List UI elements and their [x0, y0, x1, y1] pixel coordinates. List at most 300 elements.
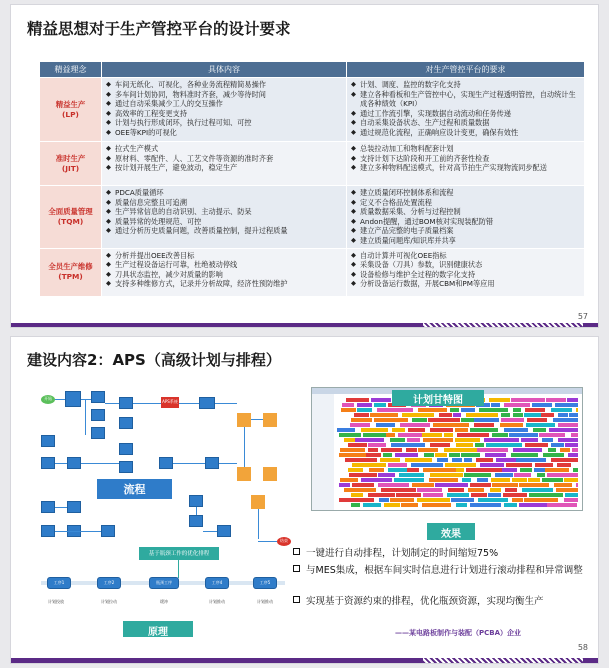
gantt-bar	[539, 433, 565, 437]
gantt-bar	[377, 408, 412, 412]
gantt-bar	[412, 483, 434, 487]
gantt-bar	[572, 448, 578, 452]
gantt-bar	[456, 443, 474, 447]
gantt-bar	[423, 493, 443, 497]
principle-diagram	[41, 545, 287, 657]
gantt-bar	[368, 493, 395, 497]
gantt-bar	[534, 468, 545, 472]
gantt-bar	[551, 443, 563, 447]
header-lean-concept: 精益理念	[40, 62, 102, 78]
gantt-bar	[529, 493, 563, 497]
gantt-bar	[466, 468, 502, 472]
gantt-bar	[461, 418, 474, 422]
requirements-cell	[347, 248, 585, 296]
bullet-item: ◆ 车间无纸化、可视化，各种业务流程精简易操作	[106, 80, 342, 90]
gantt-bar	[555, 403, 578, 407]
gantt-bar	[547, 473, 578, 477]
page-number: 58	[577, 643, 588, 652]
gantt-label: 计划甘特图	[413, 395, 463, 406]
gantt-bar	[381, 488, 416, 492]
gantt-bar	[399, 473, 423, 477]
gantt-bar	[408, 428, 425, 432]
gantt-bar	[564, 498, 578, 502]
bullet-item: ◆ 分析并提出OEE改善目标	[106, 251, 342, 261]
gantt-bar	[357, 408, 373, 412]
bullet-item: ◆ 建立质量闭环控制体系和流程	[351, 188, 580, 198]
gantt-bar	[543, 453, 564, 457]
bullet-item: ◆ 定义不合格品处置流程	[351, 198, 580, 208]
bullet-item: ◆ 通过分析历史质量问题，改善质量控制，提升过程质量	[106, 226, 342, 236]
table-row	[40, 78, 585, 142]
gantt-bar	[525, 408, 545, 412]
gantt-bar	[564, 478, 578, 482]
gantt-bar	[424, 453, 435, 457]
gantt-bar	[412, 418, 428, 422]
gantt-bar	[354, 413, 369, 417]
gantt-bar	[556, 488, 578, 492]
principle-caption: 计划投放	[48, 599, 64, 604]
gantt-bar	[339, 483, 350, 487]
gantt-bar	[430, 473, 463, 477]
bullet-item: ◆ 多车间计划协同，物料准时齐套，减少等待时间	[106, 90, 342, 100]
gantt-bar	[548, 448, 557, 452]
gantt-bar	[390, 438, 406, 442]
gantt-bar	[453, 413, 462, 417]
page-number: 57	[577, 312, 588, 321]
gantt-bar	[519, 483, 549, 487]
principle-top-label: 基于瓶颈工作的优化排程	[148, 551, 210, 557]
bullet-item: ◆ 刀具状态监控，减少对质量的影响	[106, 270, 342, 280]
gantt-bar	[386, 433, 396, 437]
gantt-bar	[558, 423, 578, 427]
gantt-bar	[339, 498, 374, 502]
gantt-bar	[526, 423, 555, 427]
bullet-item: ◆ OEE等KPI的可视化	[106, 128, 342, 138]
bullet-item: ◆ PDCA质量循环	[106, 188, 342, 198]
gantt-bar	[435, 483, 468, 487]
gantt-bar	[371, 398, 391, 402]
gantt-bar	[340, 478, 358, 482]
bullet-item: ◆ 设备检修与维护全过程的数字化支持	[351, 270, 580, 280]
gantt-bar	[560, 448, 570, 452]
gantt-bar	[355, 438, 383, 442]
gantt-bar	[545, 468, 569, 472]
gantt-bar	[486, 443, 521, 447]
gantt-bar	[461, 453, 481, 457]
gantt-bar	[456, 503, 468, 507]
content-cell	[102, 186, 347, 249]
slide-title: 精益思想对于生产管控平台的设计要求	[27, 20, 291, 38]
gantt-bar	[407, 468, 419, 472]
gantt-bar	[418, 408, 447, 412]
gantt-bar	[374, 403, 386, 407]
gantt-bar	[527, 418, 547, 422]
gantt-bar	[363, 503, 381, 507]
gantt-bar	[488, 493, 501, 497]
bullet-item: ◆ 原材料、零配件、人、工艺文件等资源的准时齐套	[106, 154, 342, 164]
bullet-item: ◆ 质量数据采集、分析与过程控制	[351, 207, 580, 217]
flow-node-aps: APS系统	[162, 399, 178, 404]
gantt-bar	[505, 488, 517, 492]
gantt-bar	[551, 408, 572, 412]
gantt-bar	[341, 408, 356, 412]
effect-label: 效果	[441, 529, 461, 540]
principle-label: 原理	[148, 627, 168, 638]
gantt-bar	[366, 453, 381, 457]
gantt-bar	[567, 398, 578, 402]
flow-label: 流程	[123, 483, 146, 496]
gantt-bar	[396, 493, 421, 497]
gantt-bar	[513, 448, 542, 452]
gantt-bar	[576, 408, 578, 412]
gantt-bar	[337, 428, 355, 432]
gantt-bar	[478, 498, 507, 502]
gantt-bar	[557, 463, 572, 467]
gantt-bar	[506, 463, 532, 467]
gantt-bar	[452, 458, 462, 462]
gantt-bar	[511, 398, 545, 402]
gantt-bar	[411, 463, 443, 467]
gantt-bar	[444, 448, 476, 452]
table-row	[40, 248, 585, 296]
gantt-bar	[340, 448, 364, 452]
footer-hatch	[423, 658, 583, 663]
bullet-square-icon	[293, 596, 300, 603]
gantt-bar	[520, 468, 531, 472]
gantt-bar	[430, 443, 450, 447]
gantt-bar	[568, 453, 578, 457]
gantt-bar	[344, 488, 376, 492]
bullet-square-icon	[293, 548, 300, 555]
gantt-bar	[444, 433, 453, 437]
gantt-bar	[484, 438, 519, 442]
gantt-bar	[466, 413, 498, 417]
header-content: 具体内容	[102, 62, 347, 78]
gantt-bar	[391, 443, 425, 447]
principle-caption: 缓冲	[160, 599, 168, 604]
gantt-bar	[464, 473, 491, 477]
gantt-bar	[503, 493, 528, 497]
bullet-item: ◆ 质量信息完整且可追溯	[106, 198, 342, 208]
bullet-item: ◆ 自动计算并可视化OEE指标	[351, 251, 580, 261]
requirements-cell	[347, 142, 585, 186]
gantt-bar	[394, 478, 425, 482]
slide-title: 建设内容2：APS（高级计划与排程）	[27, 351, 281, 369]
gantt-bar	[448, 488, 463, 492]
gantt-bar	[395, 453, 418, 457]
gantt-bar	[449, 453, 460, 457]
bullet-item: ◆ 支持计划下达阶段和开工前的齐套性检查	[351, 154, 580, 164]
gantt-bar	[351, 418, 372, 422]
gantt-bar	[455, 428, 468, 432]
gantt-bar	[352, 483, 374, 487]
gantt-bar	[558, 413, 568, 417]
header-requirements: 对生产管控平台的要求	[347, 62, 585, 78]
gantt-bar	[376, 423, 396, 427]
bullet-item: ◆ 生产过程设备运行可靠，杜绝被动停线	[106, 260, 342, 270]
gantt-bar	[433, 423, 469, 427]
gantt-bar	[477, 478, 488, 482]
effect-bullet-3: 实现基于资源约束的排程，优化瓶颈资源，实现均衡生产	[293, 595, 593, 608]
gantt-bar	[402, 413, 434, 417]
lean-concept-cell: 准时生产 (JIT)	[40, 142, 102, 186]
gantt-bar	[519, 503, 547, 507]
gantt-bar	[378, 473, 395, 477]
gantt-bar	[361, 428, 387, 432]
gantt-bar	[383, 453, 393, 457]
gantt-bar	[491, 478, 510, 482]
bullet-item: ◆ 拉式生产模式	[106, 144, 342, 154]
gantt-bar	[381, 448, 402, 452]
gantt-bar	[455, 438, 479, 442]
bullet-item: ◆ 按计划开展生产，避免波动，稳定生产	[106, 163, 342, 173]
gantt-bar	[423, 468, 455, 472]
bullet-item: ◆ 计划与执行形成闭环，执行过程可知、可控	[106, 118, 342, 128]
table-row	[40, 186, 585, 249]
gantt-bar	[489, 398, 511, 402]
gantt-bar	[542, 438, 553, 442]
gantt-bar	[388, 468, 407, 472]
gantt-bar	[429, 478, 458, 482]
principle-node-bottleneck: 瓶颈工序	[156, 580, 172, 585]
principle-caption: 计划拉动	[101, 599, 117, 604]
bullet-item: ◆ 计划、调度、监控的数字化支持	[351, 80, 580, 90]
gantt-bar	[435, 453, 447, 457]
gantt-bar	[522, 488, 553, 492]
gantt-bar	[535, 463, 554, 467]
gantt-bar	[511, 453, 538, 457]
requirements-cell	[347, 186, 585, 249]
gantt-bar	[457, 433, 489, 437]
gantt-bar	[401, 503, 417, 507]
gantt-bar	[461, 408, 475, 412]
gantt-bar	[445, 463, 475, 467]
gantt-bar	[345, 458, 377, 462]
principle-caption: 计划推动	[209, 599, 225, 604]
lean-concept-cell: 全面质量管理 (TQM)	[40, 186, 102, 249]
gantt-bar	[339, 453, 366, 457]
gantt-bar	[558, 438, 578, 442]
gantt-bar	[388, 463, 407, 467]
gantt-bar	[471, 493, 487, 497]
gantt-bar	[541, 413, 554, 417]
gantt-bar	[348, 468, 363, 472]
gantt-bar	[551, 458, 578, 462]
gantt-bar	[344, 438, 354, 442]
bullet-item: ◆ 采集设备（刀具）参数，识别健康状态	[351, 260, 580, 270]
gantt-bar	[368, 448, 379, 452]
gantt-bar	[565, 443, 578, 447]
gantt-bar	[361, 478, 392, 482]
gantt-bar	[524, 498, 558, 502]
gantt-bar	[346, 398, 370, 402]
gantt-bar	[406, 448, 417, 452]
gantt-bar	[450, 408, 459, 412]
gantt-bar	[490, 488, 501, 492]
effect-bullet-2: 与MES集成，根据车间实时信息进行计划进行滚动排程和异常调整	[293, 564, 593, 577]
gantt-bar	[474, 423, 494, 427]
bullet-item: ◆ 建立质量问题库/知识库并共享	[351, 236, 580, 246]
gantt-bar	[480, 463, 504, 467]
gantt-bar	[456, 468, 465, 472]
gantt-bar	[378, 483, 410, 487]
gantt-bar	[542, 478, 564, 482]
gantt-bar	[422, 503, 452, 507]
gantt-bar	[392, 428, 405, 432]
gantt-bar	[470, 503, 500, 507]
bullet-item: ◆ 通过自动采集减少工人的交互操作	[106, 99, 342, 109]
gantt-bar	[418, 448, 438, 452]
gantt-bar	[525, 443, 548, 447]
gantt-bar	[357, 403, 372, 407]
gantt-bar	[351, 493, 363, 497]
gantt-bar	[500, 423, 524, 427]
footer-hatch	[423, 323, 583, 328]
gantt-bar	[512, 478, 527, 482]
gantt-bar	[447, 493, 469, 497]
gantt-bar	[348, 443, 367, 447]
gantt-bar	[533, 428, 546, 432]
gantt-bar	[514, 473, 531, 477]
gantt-bar	[470, 428, 499, 432]
gantt-bar	[451, 498, 473, 502]
gantt-bar	[384, 503, 400, 507]
gantt-bar	[398, 433, 421, 437]
gantt-bar	[528, 478, 540, 482]
gantt-bar	[492, 433, 508, 437]
gantt-bar	[370, 413, 398, 417]
bullet-item: ◆ 建立产品完整的电子质量档案	[351, 226, 580, 236]
gantt-bar	[474, 418, 499, 422]
gantt-bar	[576, 483, 578, 487]
gantt-bar	[485, 453, 506, 457]
gantt-bar	[501, 413, 510, 417]
gantt-bar	[504, 428, 529, 432]
bullet-item: ◆ 通过规范化流程，正确响应设计变更，确保有效性	[351, 128, 580, 138]
content-cell	[102, 248, 347, 296]
gantt-bar	[504, 503, 517, 507]
gantt-bar	[430, 428, 452, 432]
gantt-bar	[477, 448, 509, 452]
principle-node: 工序1	[53, 580, 65, 585]
gantt-bar	[549, 428, 578, 432]
content-cell	[102, 142, 347, 186]
bullet-item: ◆ 支持多种维修方式，记录并分析故障，经济性预防维护	[106, 279, 342, 289]
principle-node: 工序5	[259, 580, 271, 585]
principle-node: 工序2	[103, 580, 115, 585]
gantt-bar	[390, 498, 414, 502]
gantt-bar	[464, 458, 472, 462]
gantt-bar	[417, 498, 451, 502]
gantt-bar	[476, 458, 493, 462]
gantt-bar	[504, 403, 530, 407]
gantt-bar	[462, 478, 471, 482]
gantt-bar	[342, 403, 355, 407]
gantt-bar	[423, 438, 453, 442]
gantt-bar	[513, 408, 521, 412]
bullet-item: ◆ 生产异常信息的自动识别、主动提示、防呆	[106, 207, 342, 217]
lean-requirements-table	[39, 61, 585, 297]
gantt-bar	[380, 458, 400, 462]
bullet-item: ◆ 建立多种物料配送模式，针对高节拍生产实现物流同步配送	[351, 163, 580, 173]
bullet-item: ◆ 通过工作流引擎，实现数据自动流动和任务传递	[351, 109, 580, 119]
bullet-item: ◆ 高效率的工程变更支持	[106, 109, 342, 119]
principle-caption: 计划推动	[257, 599, 273, 604]
gantt-bar	[428, 418, 461, 422]
gantt-bar	[553, 418, 578, 422]
effect-bullet-1: 一键进行自动排程，计划制定的时间缩短75%	[293, 547, 593, 560]
source-caption: ——某电路板制作与装配（PCBA）企业	[395, 629, 522, 637]
table-row	[40, 142, 585, 186]
gantt-bar	[407, 438, 419, 442]
gantt-bar	[569, 413, 578, 417]
bullet-item: ◆ Andon提醒，通过BOM核对实现装配防错	[351, 217, 580, 227]
gantt-bar	[437, 458, 448, 462]
gantt-bar	[349, 473, 377, 477]
requirements-cell	[347, 78, 585, 142]
gantt-bar	[495, 473, 513, 477]
gantt-bar	[509, 433, 538, 437]
gantt-bar	[369, 468, 384, 472]
gantt-bar	[439, 413, 452, 417]
gantt-bar	[547, 503, 577, 507]
gantt-bar	[417, 488, 443, 492]
gantt-bar	[492, 483, 518, 487]
gantt-bar	[501, 418, 524, 422]
bullet-item: ◆ 总装拉动加工和物料配套计划	[351, 144, 580, 154]
gantt-bar	[573, 468, 578, 472]
lean-concept-cell: 精益生产 (LP)	[40, 78, 102, 142]
gantt-bar	[352, 463, 386, 467]
bullet-item: ◆ 自动采集设备状态、生产过程和质量数据	[351, 118, 580, 128]
gantt-bar	[532, 403, 552, 407]
gantt-bar	[339, 433, 361, 437]
flow-end-label: 结束	[280, 538, 288, 543]
gantt-chart-image	[311, 387, 583, 511]
gantt-bar	[513, 413, 523, 417]
gantt-bar	[571, 433, 578, 437]
gantt-bar	[502, 468, 516, 472]
lean-concept-cell: 全员生产维修 (TPM)	[40, 248, 102, 296]
flow-diagram	[41, 387, 287, 559]
gantt-bar	[468, 488, 484, 492]
flow-start-label: 开始	[44, 396, 52, 401]
content-cell	[102, 78, 347, 142]
slide-57	[10, 4, 599, 328]
bullet-square-icon	[293, 565, 300, 572]
gantt-bar	[475, 443, 484, 447]
gantt-bar	[368, 443, 387, 447]
gantt-bar	[554, 483, 572, 487]
gantt-bar	[565, 493, 578, 497]
gantt-bar	[374, 418, 408, 422]
gantt-bar	[470, 483, 492, 487]
gantt-bar	[521, 438, 538, 442]
principle-node: 工序4	[211, 580, 223, 585]
bullet-item: ◆ 分析设备运行数据，开展CBM和PM等应用	[351, 279, 580, 289]
gantt-bar	[350, 423, 371, 427]
gantt-bar	[379, 498, 389, 502]
gantt-bar	[479, 408, 508, 412]
gantt-bar	[351, 503, 360, 507]
gantt-bar	[512, 498, 523, 502]
gantt-bar	[405, 458, 432, 462]
gantt-bar	[491, 403, 500, 407]
gantt-bar	[524, 413, 540, 417]
bullet-item: ◆ 建立各种看板和生产管控中心，实现生产过程透明管控，自动统计生成各种绩效（KPI）	[351, 90, 580, 109]
gantt-bar	[363, 433, 385, 437]
gantt-bar	[516, 458, 546, 462]
